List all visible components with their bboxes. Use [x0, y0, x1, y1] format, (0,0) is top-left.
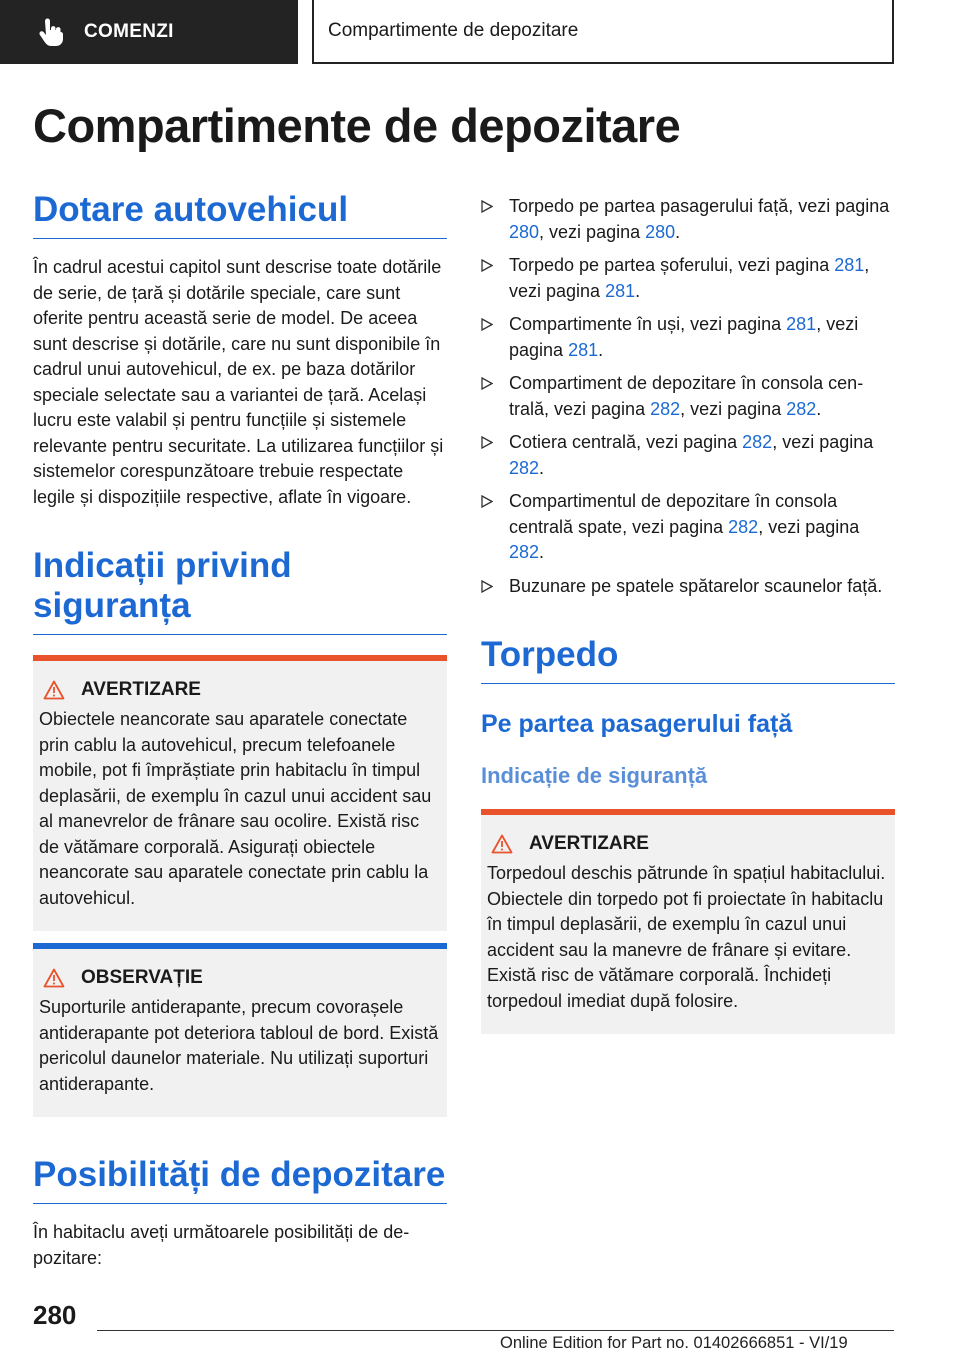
storage-list	[481, 194, 895, 599]
page-link[interactable]: 282	[728, 516, 759, 537]
equipment-heading: Dotare autovehicul	[33, 190, 447, 239]
warning-text: Obiectele neancorate sau aparatele conectate prin cablu la autovehicul, precum telefoanele mobile, pot fi împrăștiate prin habitaclu în timpul deplasării, de exemplu în cazul unui accident sau al manevrelor de frânare sau ocolire. Există risc de vătămare corporală. Asigurați obiectele neancorate sau aparatele conectate prin cablu la autovehicul.	[39, 709, 432, 908]
safety-note-heading: Indicație de siguranță	[481, 763, 708, 788]
bullet-triangle-icon	[481, 436, 493, 449]
warning-text: Torpedoul deschis pătrunde în spațiul habitaclului. Obiectele din torpedo pot fi proiectate în habitaclu în timpul deplasării, de exemplu în cazul unui accident sau la manevre de frânare și evitare. Există risc de vătămare corporală. Închideți torpedoul imediat după folosire.	[487, 863, 886, 1011]
hand-pointer-icon	[38, 17, 68, 47]
page-link[interactable]: 280	[645, 221, 676, 242]
chapter-header	[312, 0, 894, 64]
notice-label: OBSERVAȚIE	[81, 967, 203, 988]
footer-edition: Online Edition for Part no. 01402666851 - VI/19	[500, 1334, 848, 1352]
bullet-triangle-icon	[481, 318, 493, 331]
list-item: Cotiera centrală, vezi pagina 282, vezi pagina 282.	[481, 430, 895, 481]
bullet-triangle-icon	[481, 200, 493, 213]
warning-box	[33, 655, 447, 931]
page-title: Compartimente de depozitare	[33, 99, 681, 152]
page-link[interactable]: 282	[786, 398, 817, 419]
notice-triangle-icon	[43, 968, 65, 988]
page-link[interactable]: 282	[509, 457, 540, 478]
page-link[interactable]: 281	[568, 339, 599, 360]
list-item: Compartiment de depozitare în consola centrală, vezi pagina 282, vezi pagina 282.	[481, 371, 895, 422]
equipment-text: În cadrul acestui capitol sunt descrise toate dotările de serie, de țară și dotările speciale, care sunt oferite pentru această serie de model. De aceea sunt descrise și dotările, care nu sunt disponibile în cadrul unui autovehicul, de ex. pe baza dotărilor speciale selectate sau a variantei de țară. Același lucru este valabil și pentru funcțiile și sistemele relevante pentru securitate. La utilizarea funcțiilor și sistemelor corespunzătoare trebuie respectate legile și dispozițiile respective, aflate în vigoare.	[33, 257, 444, 507]
page-number: 280	[33, 1300, 77, 1330]
list-item: Buzunare pe spatele spătarelor scaunelor față.	[481, 574, 895, 600]
footer-divider	[97, 1330, 894, 1331]
list-item: Compartimente în uși, vezi pagina 281, vezi pagina 281.	[481, 312, 895, 363]
list-item: Torpedo pe partea pasagerului față, vezi pagina 280, vezi pagina 280.	[481, 194, 895, 245]
warning-triangle-icon	[43, 680, 65, 700]
section-label: COMENZI	[84, 21, 174, 42]
page-link[interactable]: 282	[509, 542, 540, 562]
notice-text: Suporturile antiderapante, precum covorașele antiderapante pot deteriora tabloul de bord. Există pericolul daunelor materiale. Nu utilizați suporturi antiderapante.	[39, 997, 439, 1094]
passenger-side-heading: Pe partea pasagerului față	[481, 710, 793, 738]
notice-box	[33, 943, 447, 1117]
safety-heading: Indicații privind siguranța	[33, 546, 447, 635]
bullet-triangle-icon	[481, 580, 493, 593]
glovebox-heading: Torpedo	[481, 635, 895, 684]
bullet-triangle-icon	[481, 259, 493, 272]
page-link[interactable]: 281	[605, 280, 636, 301]
storage-heading: Posibilități de depozitare	[33, 1155, 447, 1204]
left-column	[33, 190, 447, 1271]
chapter-label: Compartimente de depozitare	[328, 20, 579, 41]
warning-label: AVERTIZARE	[529, 833, 649, 854]
page-link[interactable]: 282	[650, 398, 681, 419]
page-link[interactable]: 282	[742, 432, 773, 452]
page-link[interactable]: 281	[786, 314, 817, 334]
list-item: Compartimentul de depozitare în consola centrală spate, vezi pagina 282, vezi pagina 282.	[481, 489, 895, 566]
warning-triangle-icon	[491, 834, 513, 854]
glovebox-warning-box	[481, 809, 895, 1034]
page-link[interactable]: 280	[509, 221, 540, 242]
bullet-triangle-icon	[481, 377, 493, 390]
warning-label: AVERTIZARE	[81, 679, 201, 700]
list-item: Torpedo pe partea șoferului, vezi pagina 281, vezi pagina 281.	[481, 253, 895, 304]
storage-text: În habitaclu aveți următoarele posibilități de depozitare:	[33, 1222, 410, 1268]
bullet-triangle-icon	[481, 495, 493, 508]
section-tab[interactable]	[0, 0, 298, 64]
right-column	[481, 190, 895, 1034]
page-link[interactable]: 281	[834, 255, 865, 275]
